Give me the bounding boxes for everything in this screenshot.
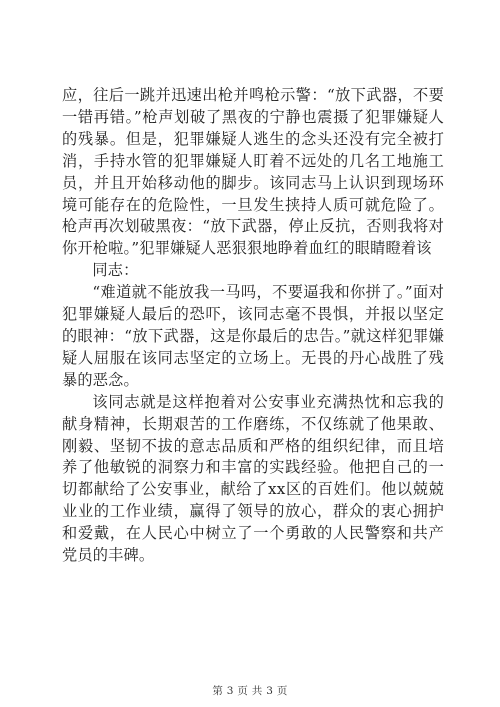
paragraph-address: 同志： (92, 261, 139, 280)
paragraph-continued: 应，往后一跳并迅速出枪并鸣枪示警：“放下武器，不要一错再错。”枪声划破了黑夜的宁静也震摄了犯罪嫌疑人的残暴。但是，犯罪嫌疑人逃生的念头还没有完全被打消，手持水管的犯罪嫌疑人盯着不远处的几名工地施工员，并且开始移动他的脚步。该同志马上认识到现场环境可能存在的危险性，一旦发生挟持人质可就危险了。枪声再次划破黑夜：“放下武器，停止反抗，否则我将对你开枪啦。”犯罪嫌疑人恶狠狠地睁着血红的眼睛瞪着该 (62, 86, 444, 258)
page-number-footer: 第 3 页 共 3 页 (212, 685, 288, 697)
paragraph-summary: 该同志就是这样抱着对公安事业充满热忱和忘我的献身精神，长期艰苦的工作磨练，不仅练就了他果敢、刚毅、坚韧不拔的意志品质和严格的组织纪律，而且培养了他敏锐的洞察力和丰富的实践经验。他把自己的一切都献给了公安事业，献给了xx区的百姓们。他以兢兢业业的工作业绩，赢得了领导的放心，群众的衷心拥护和爱戴，在人民心中树立了一个勇敢的人民警察和共产党员的丰碑。 (62, 392, 444, 565)
document-body (62, 85, 444, 567)
paragraph-dialogue: “难道就不能放我一马吗，不要逼我和你拼了。”面对犯罪嫌疑人最后的恐吓，该同志毫不畏惧，并报以坚定的眼神：“放下武器，这是你最后的忠告。”就这样犯罪嫌疑人屈服在该同志坚定的立场上。无畏的丹心战胜了残暴的恶念。 (62, 283, 444, 389)
